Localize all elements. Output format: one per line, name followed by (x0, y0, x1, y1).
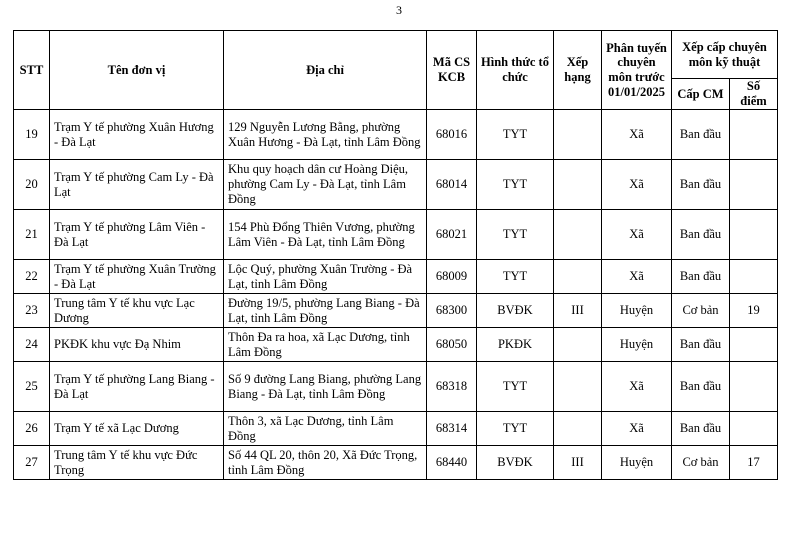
score-cell (730, 210, 778, 260)
table-row (14, 110, 778, 160)
score-cell (730, 362, 778, 412)
ranking-cell (554, 210, 602, 260)
organization-form-cell: TYT (477, 412, 554, 446)
score-cell: 17 (730, 446, 778, 480)
unit-name-cell: Trung tâm Y tế khu vực Lạc Dương (50, 294, 224, 328)
professional-tier-cell: Xã (602, 210, 672, 260)
row-number-cell: 24 (14, 328, 50, 362)
organization-form-cell: BVĐK (477, 446, 554, 480)
professional-tier-cell: Xã (602, 362, 672, 412)
professional-tier-cell: Huyện (602, 446, 672, 480)
table-row (14, 412, 778, 446)
facility-code-cell: 68014 (427, 160, 477, 210)
professional-tier-cell: Xã (602, 412, 672, 446)
table-row (14, 294, 778, 328)
facility-code-cell: 68314 (427, 412, 477, 446)
address-cell: Khu quy hoạch dân cư Hoàng Diệu, phường Cam Ly - Đà Lạt, tỉnh Lâm Đồng (224, 160, 427, 210)
header-score: Số điểm (730, 79, 778, 110)
score-cell (730, 160, 778, 210)
address-cell: Số 44 QL 20, thôn 20, Xã Đức Trọng, tỉnh Lâm Đồng (224, 446, 427, 480)
professional-tier-cell: Xã (602, 260, 672, 294)
technical-level-cell: Cơ bản (672, 294, 730, 328)
facility-code-cell: 68016 (427, 110, 477, 160)
row-number-cell: 27 (14, 446, 50, 480)
table-row (14, 260, 778, 294)
organization-form-cell: PKĐK (477, 328, 554, 362)
address-cell: Thôn Đa ra hoa, xã Lạc Dương, tỉnh Lâm Đồng (224, 328, 427, 362)
address-cell: Thôn 3, xã Lạc Dương, tỉnh Lâm Đồng (224, 412, 427, 446)
organization-form-cell: TYT (477, 210, 554, 260)
technical-level-cell: Ban đầu (672, 260, 730, 294)
page-number: 3 (396, 3, 402, 17)
technical-level-cell: Ban đầu (672, 110, 730, 160)
header-level: Cấp CM (672, 79, 730, 110)
address-cell: 129 Nguyễn Lương Bằng, phường Xuân Hương - Đà Lạt, tỉnh Lâm Đồng (224, 110, 427, 160)
professional-tier-cell: Xã (602, 110, 672, 160)
unit-name-cell: Trạm Y tế phường Xuân Trường - Đà Lạt (50, 260, 224, 294)
organization-form-cell: TYT (477, 260, 554, 294)
unit-name-cell: Trạm Y tế phường Lâm Viên - Đà Lạt (50, 210, 224, 260)
address-cell: Đường 19/5, phường Lang Biang - Đà Lạt, tỉnh Lâm Đồng (224, 294, 427, 328)
technical-level-cell: Ban đầu (672, 328, 730, 362)
ranking-cell (554, 160, 602, 210)
facility-code-cell: 68009 (427, 260, 477, 294)
professional-tier-cell: Xã (602, 160, 672, 210)
technical-level-cell: Ban đầu (672, 210, 730, 260)
table-body (14, 110, 778, 480)
technical-level-cell: Ban đầu (672, 362, 730, 412)
row-number-cell: 19 (14, 110, 50, 160)
facility-code-cell: 68050 (427, 328, 477, 362)
ranking-cell: III (554, 446, 602, 480)
unit-name-cell: PKĐK khu vực Đạ Nhim (50, 328, 224, 362)
unit-name-cell: Trạm Y tế phường Lang Biang - Đà Lạt (50, 362, 224, 412)
ranking-cell (554, 412, 602, 446)
facility-code-cell: 68300 (427, 294, 477, 328)
header-professional-tier: Phân tuyến chuyên môn trước 01/01/2025 (602, 31, 672, 110)
ranking-cell (554, 260, 602, 294)
ranking-cell (554, 362, 602, 412)
technical-level-cell: Ban đầu (672, 160, 730, 210)
row-number-cell: 23 (14, 294, 50, 328)
header-ranking: Xếp hạng (554, 31, 602, 110)
table-header (14, 31, 778, 110)
score-cell: 19 (730, 294, 778, 328)
header-organization-form: Hình thức tổ chức (477, 31, 554, 110)
header-stt: STT (14, 31, 50, 110)
table-row (14, 362, 778, 412)
row-number-cell: 20 (14, 160, 50, 210)
header-unit-name: Tên đơn vị (50, 31, 224, 110)
row-number-cell: 25 (14, 362, 50, 412)
organization-form-cell: TYT (477, 362, 554, 412)
facility-code-cell: 68021 (427, 210, 477, 260)
unit-name-cell: Trạm Y tế xã Lạc Dương (50, 412, 224, 446)
table-row (14, 446, 778, 480)
table-row (14, 210, 778, 260)
professional-tier-cell: Huyện (602, 328, 672, 362)
address-cell: Lộc Quý, phường Xuân Trường - Đà Lạt, tỉnh Lâm Đồng (224, 260, 427, 294)
address-cell: 154 Phù Đổng Thiên Vương, phường Lâm Viên - Đà Lạt, tỉnh Lâm Đồng (224, 210, 427, 260)
row-number-cell: 26 (14, 412, 50, 446)
facility-table (13, 30, 778, 480)
score-cell (730, 260, 778, 294)
table-row (14, 328, 778, 362)
unit-name-cell: Trạm Y tế phường Cam Ly - Đà Lạt (50, 160, 224, 210)
unit-name-cell: Trạm Y tế phường Xuân Hương - Đà Lạt (50, 110, 224, 160)
facility-code-cell: 68318 (427, 362, 477, 412)
organization-form-cell: TYT (477, 160, 554, 210)
row-number-cell: 21 (14, 210, 50, 260)
facility-code-cell: 68440 (427, 446, 477, 480)
unit-name-cell: Trung tâm Y tế khu vực Đức Trọng (50, 446, 224, 480)
score-cell (730, 328, 778, 362)
table-row (14, 160, 778, 210)
header-technical-level-group: Xếp cấp chuyên môn kỹ thuật (672, 31, 778, 79)
score-cell (730, 412, 778, 446)
ranking-cell (554, 328, 602, 362)
header-facility-code: Mã CS KCB (427, 31, 477, 110)
ranking-cell (554, 110, 602, 160)
address-cell: Số 9 đường Lang Biang, phường Lang Biang - Đà Lạt, tỉnh Lâm Đồng (224, 362, 427, 412)
organization-form-cell: BVĐK (477, 294, 554, 328)
professional-tier-cell: Huyện (602, 294, 672, 328)
header-address: Địa chỉ (224, 31, 427, 110)
technical-level-cell: Cơ bản (672, 446, 730, 480)
row-number-cell: 22 (14, 260, 50, 294)
organization-form-cell: TYT (477, 110, 554, 160)
technical-level-cell: Ban đầu (672, 412, 730, 446)
score-cell (730, 110, 778, 160)
ranking-cell: III (554, 294, 602, 328)
